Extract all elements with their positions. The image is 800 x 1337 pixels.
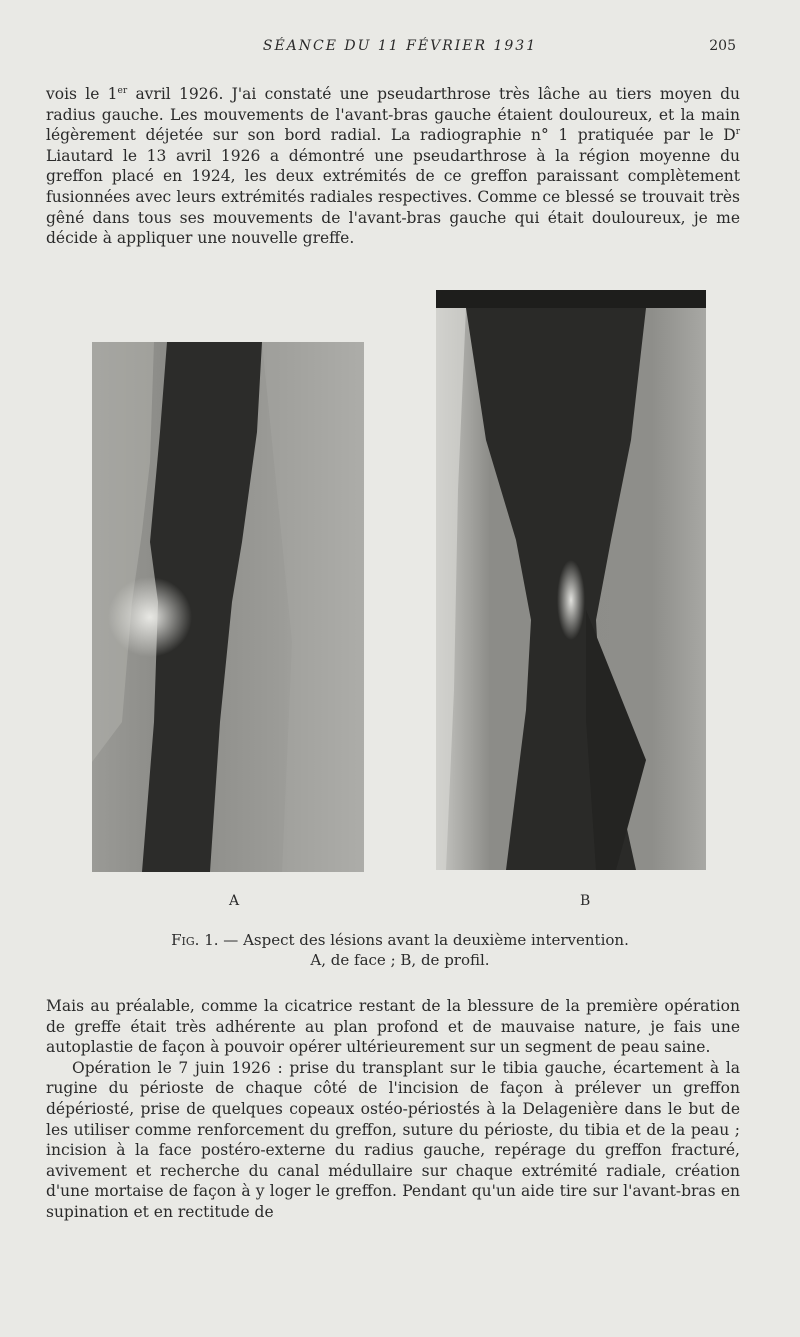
panel-label-b: B bbox=[580, 893, 591, 909]
running-header bbox=[0, 38, 800, 62]
caption-line bbox=[0, 930, 800, 950]
superscript: er bbox=[117, 85, 128, 96]
paragraph-text: Liautard le 13 avril 1926 a démontré une pseudarthrose à la région moyenne du greffon placé en 1924, les deux extrémités de ce greffon paraissant complètement fusionnées avec leurs extrémités radiales respectives. Comme ce blessé se trouvait très gêné dans tous ses mouvements de l'avant-bras gauche qui était douloureux, je me décide à appliquer une nouvelle greffe. bbox=[46, 146, 740, 248]
paragraph: Mais au préalable, comme la cicatrice restant de la blessure de la première opération de greffe était très adhérente au plan profond et de mauvaise nature, je fais une autoplastie de façon à pouvoir opérer ultérieurement sur un segment de peau saine. bbox=[46, 997, 740, 1057]
paragraph bbox=[46, 84, 740, 249]
bottom-paragraphs bbox=[46, 996, 740, 1223]
panel-label-a: A bbox=[229, 893, 240, 909]
figure-number: Fig. 1. bbox=[171, 931, 219, 949]
xray-image-a bbox=[92, 342, 364, 872]
caption-text: — Aspect des lésions avant la deuxième intervention. bbox=[218, 931, 629, 949]
caption-line: A, de face ; B, de profil. bbox=[310, 951, 490, 969]
paragraph-text: avril 1926. J'ai constaté une pseudarthrose très lâche au tiers moyen du radius gauche. Les mouvements de l'avant-bras gauche étaient douloureux, et la main légèrement déjetée sur son bord radial. La radiographie n° 1 pratiquée par le D bbox=[46, 85, 740, 145]
xray-image-b bbox=[436, 290, 706, 870]
top-paragraph bbox=[46, 84, 740, 249]
header-title: SÉANCE DU 11 FÉVRIER 1931 bbox=[262, 38, 538, 54]
paragraph-text: vois le 1 bbox=[46, 85, 118, 103]
superscript: r bbox=[735, 127, 740, 138]
paragraph: Opération le 7 juin 1926 : prise du transplant sur le tibia gauche, écartement à la rugine du périoste de chaque côté de l'incision de façon à prélever un greffon dépériosté, prise de quelques copeaux ostéo-périostés à la Delagenière dans le but de les utiliser comme renforcement du greffon, suture du périoste, du tibia et de la peau ; incision à la face postéro-externe du radius gauche, repérage du greffon fracturé, avivement et recherche du canal médullaire sur chaque extrémité radiale, création d'une mortaise de façon à y loger le greffon. Pendant qu'un aide tire sur l'avant-bras en supination et en rectitude de bbox=[46, 1058, 740, 1221]
figure-caption bbox=[0, 930, 800, 970]
page-number: 205 bbox=[709, 38, 736, 54]
